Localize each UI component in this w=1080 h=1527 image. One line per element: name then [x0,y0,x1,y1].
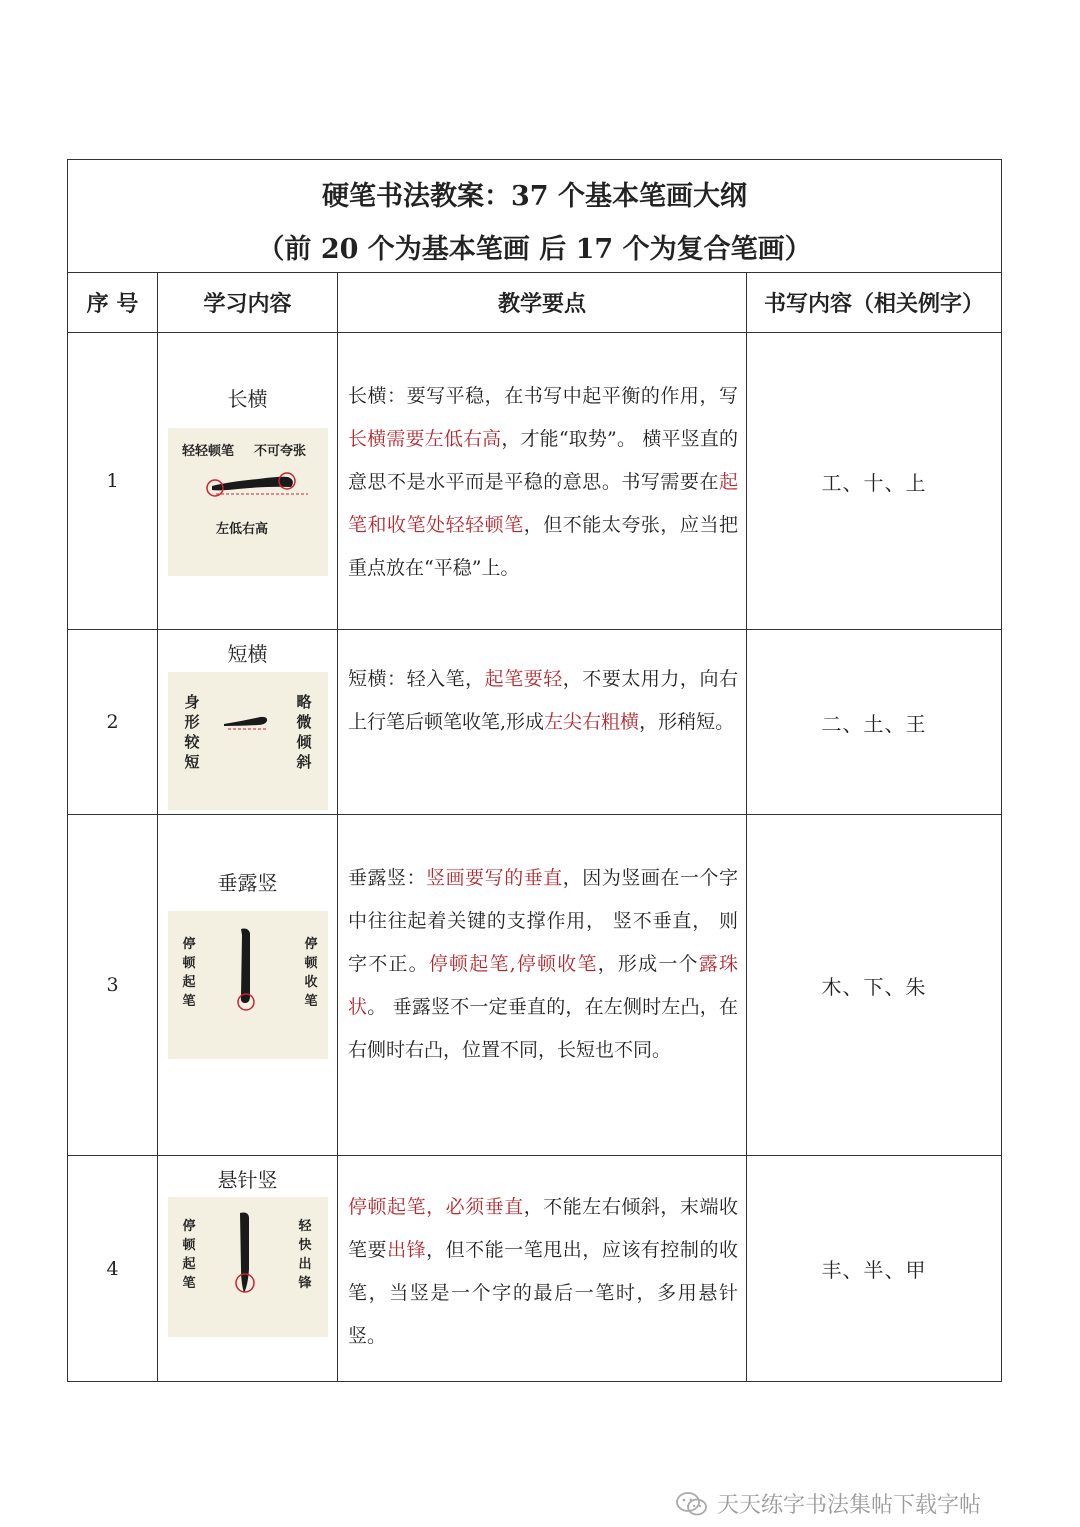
header-examples: 书写内容（相关例字） [763,291,984,317]
demo-label: 略微倾斜 [296,693,312,771]
example-chars: 二、土、王 [821,711,927,736]
stroke-cell [158,815,338,1155]
demo-label: 停顿收笔 [304,937,318,1009]
key-points-text: 停顿起笔，必须垂直，不能左右倾斜，末端收笔要出锋，但不能一笔甩出，应该有控制的收笔，当竖是一个字的最后一笔时，多用悬针竖。 [348,1196,738,1347]
row-number: 4 [68,1156,158,1381]
table-row [68,333,1001,630]
stroke-cell [158,1156,338,1381]
demo-label: 停顿起笔 [182,1219,196,1291]
key-points-cell [338,815,747,1155]
row-number: 1 [68,333,158,629]
stroke-name: 短横 [227,642,268,666]
header-content: 学习内容 [158,273,338,332]
lesson-table [67,159,1002,1382]
stroke-demo-image [168,1197,328,1337]
stroke-cell [158,333,338,629]
key-points-text: 短横：轻入笔，起笔要轻，不要太用力，向右上行笔后顿笔收笔,形成左尖右粗横，形稍短。 [348,668,738,733]
stroke-cell [158,630,338,814]
row-number: 2 [68,630,158,814]
hanging-needle-stroke-icon [168,1197,328,1337]
vertical-dew-stroke-icon [168,911,328,1059]
stroke-demo-image [168,428,328,576]
key-points-cell [338,333,747,629]
stroke-demo-image [168,911,328,1059]
demo-label: 停顿起笔 [182,937,196,1009]
stroke-demo-image [168,672,328,810]
demo-label: 轻快出锋 [298,1219,312,1291]
demo-label: 左低右高 [216,522,269,537]
key-points-text: 长横：要写平稳，在书写中起平衡的作用，写长横需要左低右高，才能“取势”。 横平竖直的意思不是水平而是平稳的意思。书写需要在起笔和收笔处轻轻顿笔，但不能太夸张，应当把重点放在“平稳”上。 [348,385,738,579]
row-number: 3 [68,815,158,1155]
table-row [68,630,1001,815]
key-points-cell [338,1156,747,1381]
example-chars: 木、下、朱 [821,974,927,999]
header-number: 序 号 [68,273,158,332]
demo-label: 身形较短 [184,693,200,771]
watermark-text: 天天练字书法集帖下载字帖 [717,1493,982,1518]
short-horizontal-stroke-icon [168,672,328,810]
watermark [675,1488,981,1519]
key-points-cell [338,630,747,814]
demo-label: 轻轻顿笔 [182,444,235,459]
title-line-1: 硬笔书法教案：37 个基本笔画大纲 [322,181,747,212]
key-points-text: 垂露竖：竖画要写的垂直，因为竖画在一个字中往往起着关键的支撑作用， 竖不垂直， 则字不正。停顿起笔,停顿收笔，形成一个露珠状。 垂露竖不一定垂直的，在左侧时左凸，在右侧时右凸，位置不同，长短也不同。 [348,867,738,1061]
long-horizontal-stroke-icon [168,428,328,576]
title-line-2: （前 20 个为基本笔画 后 17 个为复合笔画） [257,234,812,265]
table-title [68,160,1001,273]
header-key-points: 教学要点 [338,273,747,332]
stroke-name: 垂露竖 [217,871,278,895]
example-chars: 工、十、上 [821,470,927,495]
table-row [68,1156,1001,1381]
wechat-icon [675,1491,709,1517]
table-row [68,815,1001,1156]
stroke-name: 长横 [227,387,268,411]
example-chars: 丰、半、甲 [821,1258,927,1282]
header-row [68,273,1001,333]
demo-label: 不可夸张 [254,444,307,459]
stroke-name: 悬针竖 [217,1168,278,1192]
